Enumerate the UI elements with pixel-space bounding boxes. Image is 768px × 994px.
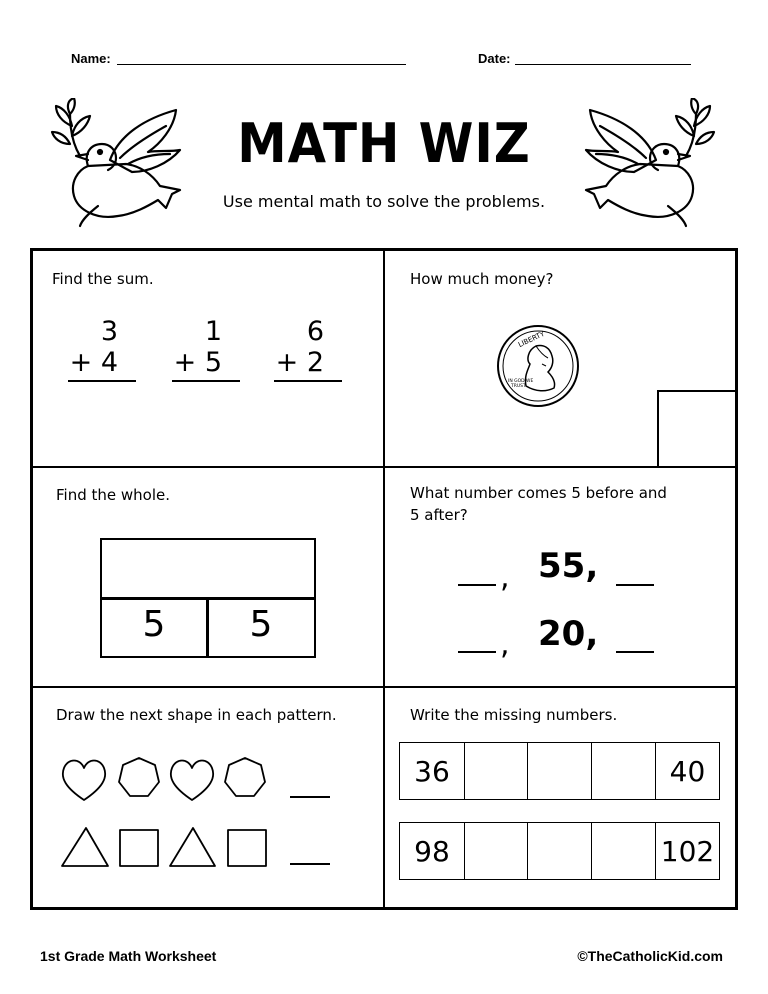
money-answer-box[interactable]: [657, 390, 737, 467]
missing-number-cell[interactable]: [464, 742, 528, 800]
whole-answer-box[interactable]: [102, 540, 314, 597]
sum-problem-3-bottom: + 2: [275, 347, 324, 378]
triangle-icon: [170, 828, 215, 866]
dove-right-icon: [578, 98, 718, 228]
name-field[interactable]: [117, 64, 406, 65]
missing-number-cell[interactable]: [464, 822, 528, 880]
date-label: Date:: [478, 51, 511, 66]
page-subtitle: Use mental math to solve the problems.: [222, 192, 546, 211]
missing-number-cell[interactable]: [591, 822, 656, 880]
heart-icon: [63, 761, 105, 801]
footer-right: ©TheCatholicKid.com: [577, 948, 723, 964]
sum-problem-2-bottom: + 5: [173, 347, 222, 378]
after-answer-line[interactable]: [616, 651, 654, 653]
sum-problem-1: [68, 316, 136, 382]
square-icon: [120, 830, 158, 866]
sum-answer-line[interactable]: [68, 380, 136, 382]
sum-problem-3-top: 6: [306, 316, 324, 347]
square-icon: [228, 830, 266, 866]
before-after-number-2: 20,: [538, 614, 599, 654]
grid-divider-row-1: [32, 466, 736, 468]
name-label: Name:: [71, 51, 111, 66]
quarter-coin-icon: [496, 324, 580, 408]
number-cell: 98: [399, 822, 465, 880]
part-b: 5: [249, 604, 273, 645]
part-a: 5: [142, 604, 166, 645]
page-title: MATH WIZ: [237, 112, 531, 175]
missing-number-cell[interactable]: [591, 742, 656, 800]
before-after-prompt-line-2: 5 after?: [410, 506, 468, 524]
before-after-prompt-line-1: What number comes 5 before and: [410, 484, 667, 502]
missing-prompt: Write the missing numbers.: [410, 706, 618, 724]
coin-motto-line-2: TRUST: [511, 384, 526, 389]
sum-problem-1-top: 3: [100, 316, 118, 347]
pattern-answer-line-2[interactable]: [290, 863, 330, 865]
heptagon-icon: [119, 758, 159, 796]
after-answer-line[interactable]: [616, 584, 654, 586]
money-prompt: How much money?: [410, 270, 554, 288]
date-field[interactable]: [515, 64, 691, 65]
number-cell: 40: [655, 742, 720, 800]
triangle-icon: [62, 828, 108, 866]
pattern-shapes: [56, 752, 356, 872]
coin-motto-line-1: IN GOD WE: [508, 379, 534, 384]
number-cell: 102: [655, 822, 720, 880]
comma: ,: [500, 560, 510, 595]
heart-icon: [171, 761, 213, 801]
pattern-answer-line-1[interactable]: [290, 796, 330, 798]
grid-divider-row-2: [32, 686, 736, 688]
grid-divider-vertical: [383, 250, 385, 908]
sum-problem-3: [274, 316, 342, 382]
sum-answer-line[interactable]: [172, 380, 240, 382]
whole-prompt: Find the whole.: [56, 486, 171, 504]
missing-number-cell[interactable]: [527, 822, 592, 880]
dove-left-icon: [48, 98, 188, 228]
comma: ,: [500, 627, 510, 662]
sum-answer-line[interactable]: [274, 380, 342, 382]
footer-left: 1st Grade Math Worksheet: [40, 948, 217, 964]
sum-problem-2-top: 1: [204, 316, 222, 347]
sum-prompt: Find the sum.: [52, 270, 154, 288]
missing-number-cell[interactable]: [527, 742, 592, 800]
sum-problem-2: [172, 316, 240, 382]
sum-problem-1-bottom: + 4: [69, 347, 118, 378]
pattern-prompt: Draw the next shape in each pattern.: [56, 706, 337, 724]
number-cell: 36: [399, 742, 465, 800]
heptagon-icon: [225, 758, 265, 796]
coin-liberty-text: LIBERTY: [517, 329, 546, 350]
before-answer-line[interactable]: [458, 651, 496, 653]
before-answer-line[interactable]: [458, 584, 496, 586]
before-after-number-1: 55,: [538, 546, 599, 586]
